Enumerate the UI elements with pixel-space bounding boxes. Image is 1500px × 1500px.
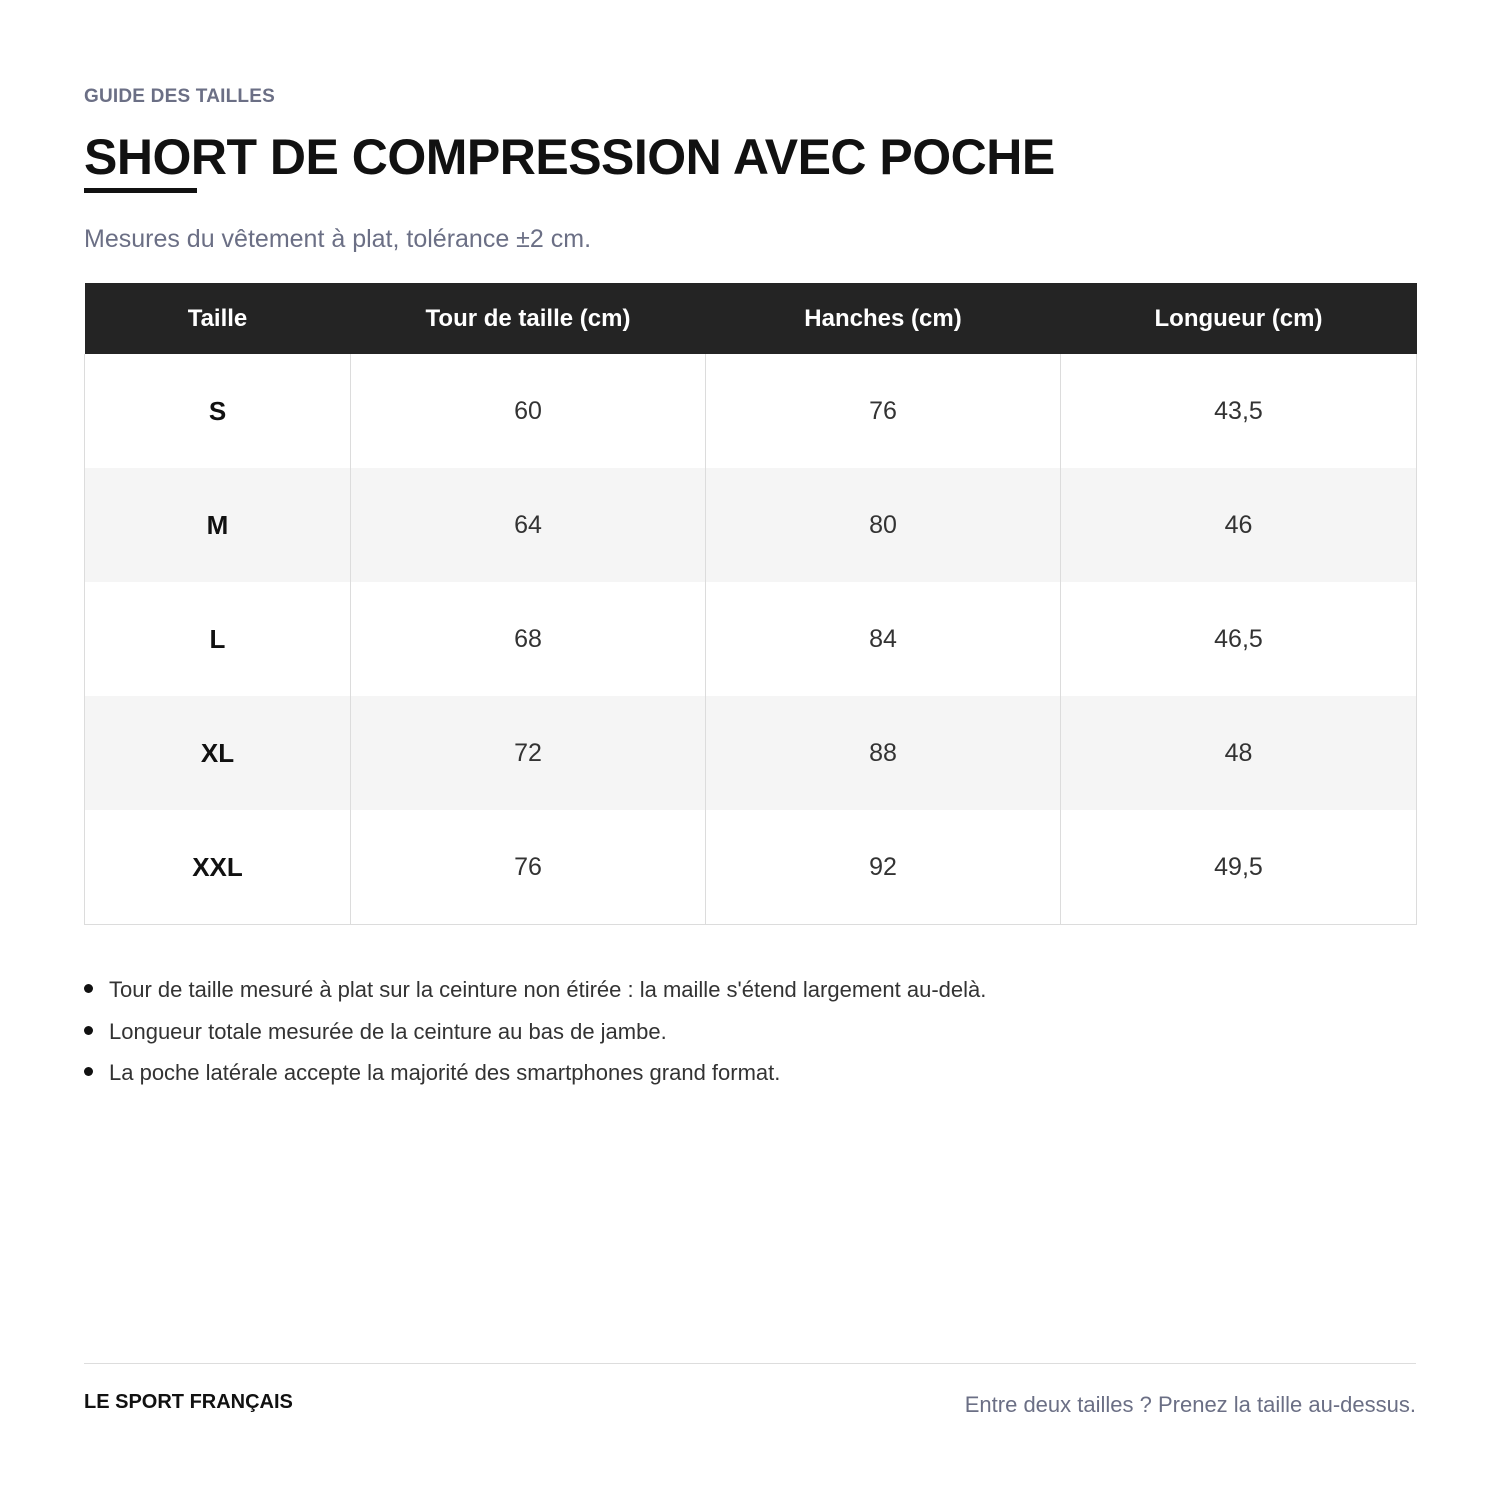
footer-note: Entre deux tailles ? Prenez la taille au-dessus. xyxy=(964,1392,1416,1417)
length-cell: 46,5 xyxy=(1061,582,1417,696)
title-underline xyxy=(84,188,197,193)
table-row xyxy=(85,582,1417,696)
waist-cell: 76 xyxy=(351,810,706,925)
note-text: La poche latérale accepte la majorité des smartphones grand format. xyxy=(109,1060,781,1085)
length-cell: 46 xyxy=(1061,468,1417,582)
list-item xyxy=(84,1016,986,1058)
size-cell: XL xyxy=(85,696,351,810)
note-text: Tour de taille mesuré à plat sur la ceinture non étirée : la maille s'étend largement au-delà. xyxy=(109,977,987,1002)
table-row xyxy=(85,354,1417,468)
column-header-length: Longueur (cm) xyxy=(1061,283,1417,354)
eyebrow-label: GUIDE DES TAILLES xyxy=(84,86,275,107)
column-header-hips: Hanches (cm) xyxy=(706,283,1061,354)
waist-cell: 64 xyxy=(351,468,706,582)
length-cell: 49,5 xyxy=(1061,810,1417,925)
table-header-row xyxy=(85,283,1417,354)
length-cell: 43,5 xyxy=(1061,354,1417,468)
list-item xyxy=(84,1057,986,1099)
length-cell: 48 xyxy=(1061,696,1417,810)
column-header-size: Taille xyxy=(85,283,351,354)
hips-cell: 92 xyxy=(706,810,1061,925)
page-title: SHORT DE COMPRESSION AVEC POCHE xyxy=(84,129,1055,185)
waist-cell: 60 xyxy=(351,354,706,468)
table-row xyxy=(85,696,1417,810)
bullet-icon xyxy=(84,1026,93,1035)
waist-cell: 72 xyxy=(351,696,706,810)
bullet-icon xyxy=(84,984,93,993)
column-header-waist: Tour de taille (cm) xyxy=(351,283,706,354)
page-subtitle: Mesures du vêtement à plat, tolérance ±2 cm. xyxy=(84,225,592,253)
size-guide-page xyxy=(84,0,1416,1500)
hips-cell: 76 xyxy=(706,354,1061,468)
size-cell: S xyxy=(85,354,351,468)
note-text: Longueur totale mesurée de la ceinture au bas de jambe. xyxy=(109,1018,667,1044)
notes-list xyxy=(84,974,986,1099)
bullet-icon xyxy=(84,1067,93,1076)
waist-cell: 68 xyxy=(351,582,706,696)
hips-cell: 84 xyxy=(706,582,1061,696)
table-row xyxy=(85,810,1417,925)
table-row xyxy=(85,468,1417,582)
size-table xyxy=(84,283,1417,925)
size-cell: L xyxy=(85,582,351,696)
brand-name: LE SPORT FRANÇAIS xyxy=(84,1391,293,1413)
hips-cell: 80 xyxy=(706,468,1061,582)
footer-divider xyxy=(84,1363,1416,1364)
hips-cell: 88 xyxy=(706,696,1061,810)
size-cell: M xyxy=(85,468,351,582)
size-cell: XXL xyxy=(85,810,351,925)
list-item xyxy=(84,974,986,1016)
